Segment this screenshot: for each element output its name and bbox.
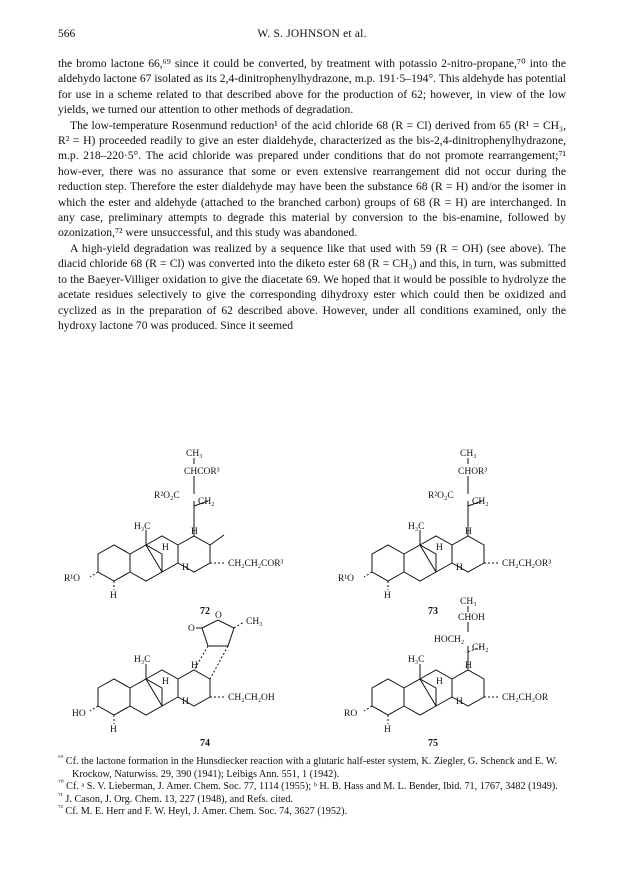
structure-75: [344, 596, 572, 749]
h-label-b: H: [162, 677, 169, 687]
steroid-ring-skeleton: [90, 458, 226, 590]
footnote-mark: ⁶⁹: [58, 753, 64, 762]
running-head: W. S. JOHNSON et al.: [257, 28, 367, 40]
h3c-group: H₃C: [408, 655, 425, 665]
top-ch3: CH₃: [186, 449, 203, 459]
footnote-mark: ⁷⁰: [58, 778, 64, 788]
carbonyl-o: O: [188, 624, 195, 634]
body-text: [58, 56, 566, 333]
ch3-group: CH₃: [246, 617, 263, 627]
top-ch3: CH₃: [460, 449, 477, 459]
h-label-a: H: [191, 661, 198, 671]
footnote-69: [58, 753, 566, 781]
top-ch3: CH₃: [460, 597, 477, 607]
steroid-ring-skeleton: [364, 606, 500, 724]
side-chain: CH₂CH₂OR: [502, 693, 549, 703]
paragraph-3: A high-yield degradation was realized by a sequence like that used with 59 (R = OH) (see above). The diacid chloride 68 (R = Cl) was converted into the diketo ester 68 (R = CH₃) and this, in turn, was submitted to the Baeyer-Villiger oxidation to give the diacetate 69. We hoped that it would be possible to hydrolyze the acetate residues selectively to give the corresponding dihydroxy ester which could then be oxidized and cyclized as in the preparation of 62 described above. However, under all conditions examined, only the hydroxy lactone 70 was produced. Since it seemed: [58, 241, 566, 332]
r1o-group: R¹O: [64, 574, 81, 584]
side-chain: CH₂CH₂COR³: [228, 559, 284, 569]
ho-group: HO: [72, 709, 86, 719]
structure-72: [64, 446, 328, 617]
compound-number: 75: [428, 738, 438, 749]
h-label-c: H: [182, 563, 189, 573]
side-chain: CH₂CH₂OR³: [502, 559, 552, 569]
compound-number: 73: [428, 606, 438, 617]
h-label-c: H: [456, 697, 463, 707]
paragraph-1: the bromo lactone 66,⁶⁹ since it could be converted, by treatment with potassio 2-nitro-propane,⁷⁰ into the aldehydo lactone 67 isolated as its 2,4-dinitrophenylhydrazone, m.p. 191·5–194°. This aldehyde has potential for use in a scheme related to that described above for the production of 62; however, in view of the low yields, we turned our attention to other methods of degradation.: [58, 57, 566, 117]
h-label-bottom: H: [384, 725, 391, 735]
chain-group: CHOH: [458, 613, 485, 623]
h-label-bottom: H: [384, 591, 391, 601]
steroid-ring-skeleton: [364, 458, 500, 590]
page-header: [58, 28, 566, 44]
footnote-mark: ⁷¹: [58, 790, 63, 800]
paragraph-2: The low-temperature Rosenmund reduction¹ of the acid chloride 68 (R = Cl) derived from 65 (R¹ = CH₃, R² = H) proceeded readily to give an ester dialdehyde, characterized as the bis-2,4-dinitrophenylhydrazone, m.p. 218–220·5°. The acid chloride was prepared under conditions that do not promote rearrangement;⁷¹ how-ever, there was no assurance that some or even extensive rearrangement did not occur during the reduction step. Therefore the ester dialdehyde may have been the substance 68 (R = H) and/or the isomer in which the ester and aldehyde (attached to the branched carbon) groups of 68 (R = H) are interchanged. In any case, preliminary attempts to degrade this material by conversion to the bis-enamine, followed by ozonization,⁷² were unsuccessful, and this study was abandoned.: [58, 118, 566, 240]
compound-number: 72: [200, 606, 210, 617]
ch2-group: CH₂: [472, 643, 489, 653]
footnote-text: J. Cason, J. Org. Chem. 13, 227 (1948), and Refs. cited.: [65, 793, 294, 805]
footnotes: [58, 753, 566, 819]
h3c-group: H₃C: [134, 655, 151, 665]
structure-73: [338, 446, 572, 617]
ch2-group: CH₂: [198, 497, 215, 507]
ro-group: RO: [344, 709, 358, 719]
h3c-group: H₃C: [134, 522, 151, 532]
structure-74: [72, 606, 328, 749]
footnote-71: [58, 790, 566, 807]
h-label-b: H: [436, 543, 443, 553]
chain-group: CHOR³: [458, 467, 488, 477]
chain-group: CHCOR³: [184, 467, 220, 477]
r1o-group: R¹O: [338, 574, 355, 584]
footnote-text: Cf. M. E. Herr and F. W. Heyl, J. Amer. Chem. Soc. 74, 3627 (1952).: [65, 806, 348, 818]
footnote-70: [58, 778, 566, 794]
h-label-bottom: H: [110, 591, 117, 601]
side-chain: CH₂CH₂OH: [228, 693, 275, 703]
footnote-mark: ⁷²: [58, 803, 63, 813]
page-number: 566: [58, 28, 76, 40]
footnote-text: Cf. the lactone formation in the Hunsdiecker reaction with a glutaric half-ester system, K. Ziegler, G. Schenck and E. W. Krockow, Naturwiss. 29, 390 (1941); Leibigs Ann. 551, 1 (1942).: [65, 756, 558, 780]
h-label-a: H: [191, 527, 198, 537]
h3c-group: H₃C: [408, 522, 425, 532]
ch2-group: CH₂: [472, 497, 489, 507]
ester-group: R²O₂C: [154, 491, 180, 501]
h-label-b: H: [436, 677, 443, 687]
h-label-bottom: H: [110, 725, 117, 735]
h-label-a: H: [465, 527, 472, 537]
steroid-ring-skeleton: [90, 620, 244, 724]
h-label-a: H: [465, 661, 472, 671]
h-label-b: H: [162, 543, 169, 553]
compound-number: 74: [200, 738, 210, 749]
ring-o: O: [215, 611, 222, 621]
h-label-c: H: [182, 697, 189, 707]
footnote-text: Cf. ᵃ S. V. Lieberman, J. Amer. Chem. Soc. 77, 1114 (1955); ᵇ H. B. Hass and M. L. Bender, Ibid. 71, 1767, 3482 (1949).: [66, 781, 558, 793]
hoch2-group: HOCH₂: [434, 635, 465, 645]
footnote-72: [58, 803, 566, 819]
ester-group: R²O₂C: [428, 491, 454, 501]
h-label-c: H: [456, 563, 463, 573]
